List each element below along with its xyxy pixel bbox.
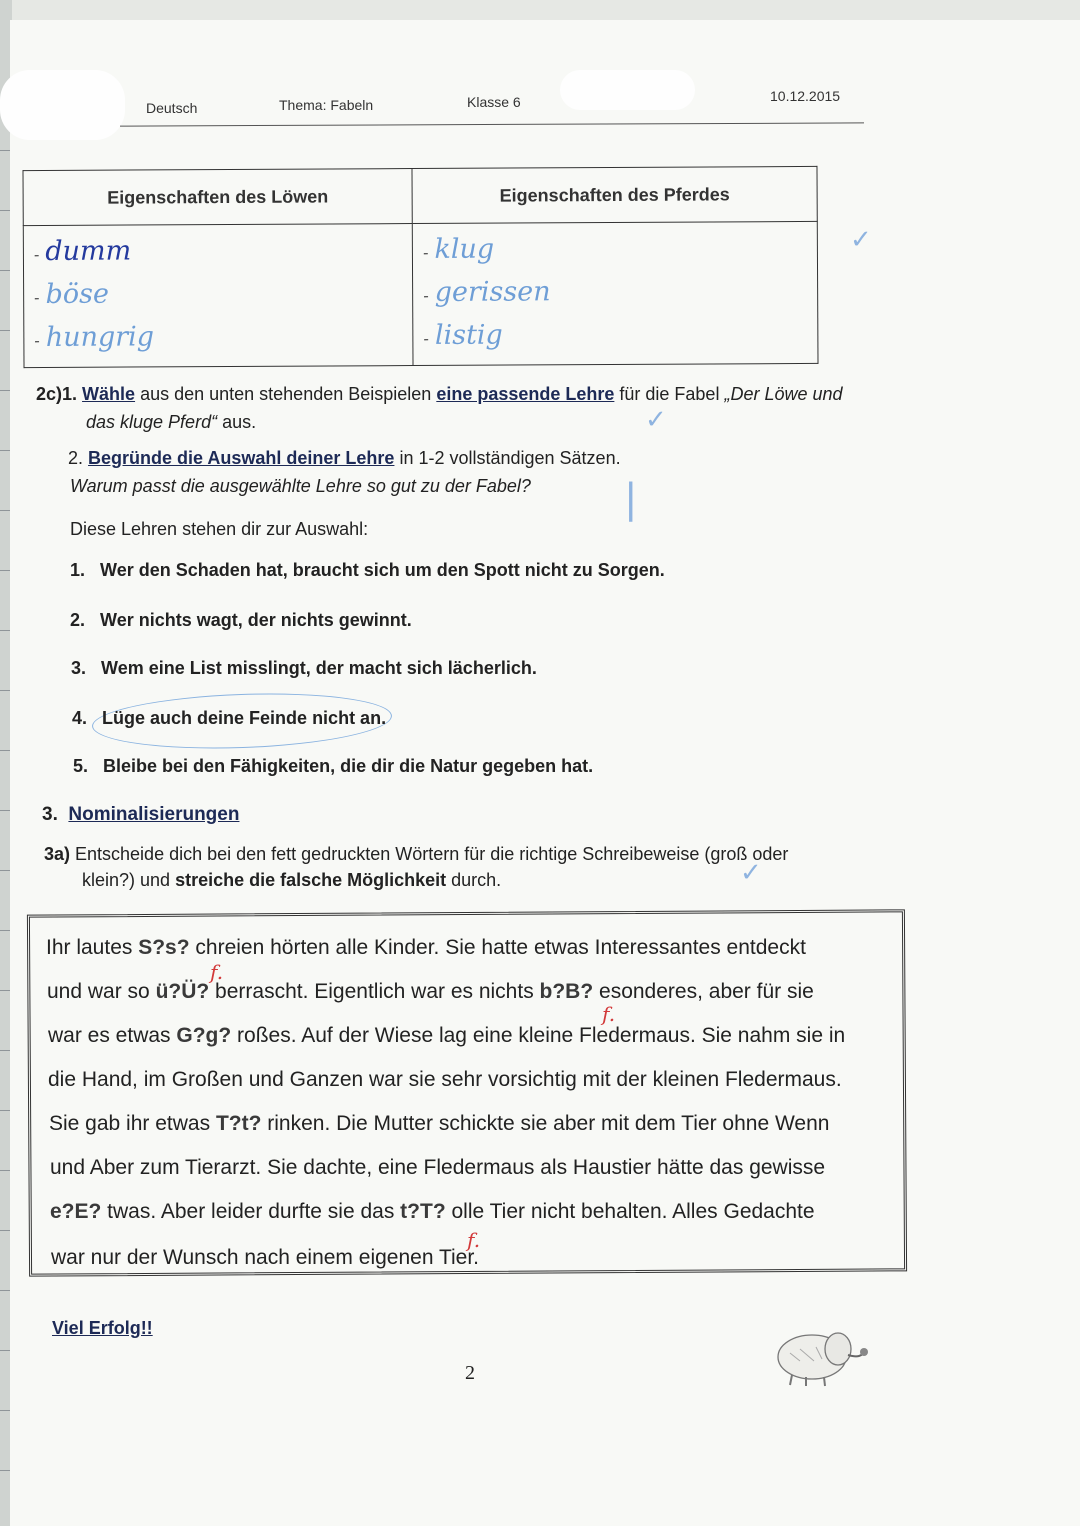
elephant-sketch-icon [770, 1325, 872, 1387]
task-3-heading: 3. Nominalisierungen [42, 804, 240, 825]
moral-item-selected: 4. Lüge auch deine Feinde nicht an. [72, 708, 387, 728]
check-mark-icon: ✓ [740, 858, 762, 888]
closing-message: Viel Erfolg!! [52, 1318, 153, 1338]
handwritten-entry: - dumm [33, 235, 132, 267]
task-2c-item1: 2c)1. Wähle aus den unten stehenden Beispielen eine passende Lehre für die Fabel „Der Löwe und [36, 384, 843, 404]
task-3a-line2: klein?) und streiche die falsche Möglichkeit durch. [82, 870, 502, 890]
task-3a-line1: 3a) Entscheide dich bei den fett gedruckten Wörtern für die richtige Schreibeweise (groß oder [44, 844, 789, 864]
table-header-lion: Eigenschaften des Löwen [23, 169, 412, 226]
story-line: war es etwas G?g? roßes. Auf der Wiese lag eine kleine Fledermaus. Sie nahm sie in [48, 1024, 846, 1047]
task-2c-question: Warum passt die ausgewählte Lehre so gut zu der Fabel? [70, 476, 531, 496]
story-line: Sie gab ihr etwas T?t? rinken. Die Mutter schickte sie aber mit dem Tier ohne Wenn [49, 1112, 830, 1135]
whiteout-patch [560, 70, 695, 110]
correction-mark: f. [467, 1228, 481, 1252]
handwritten-entry: - hungrig [34, 321, 155, 353]
properties-table [22, 166, 818, 368]
table-header-horse: Eigenschaften des Pferdes [412, 166, 817, 223]
check-mark-icon: ✓ [645, 405, 667, 435]
story-line: e?E? twas. Aber leider durfte sie das t?T? olle Tier nicht behalten. Alles Gedachte [50, 1200, 815, 1223]
task-2c-item1-cont: das kluge Pferd“ aus. [86, 412, 257, 432]
header-date: 10.12.2015 [770, 88, 841, 104]
task-2c-item2: 2. Begründe die Auswahl deiner Lehre in 1-2 vollständigen Sätzen. [68, 448, 621, 468]
header-topic: Thema: Fabeln [279, 97, 374, 113]
page-number: 2 [465, 1362, 475, 1384]
moral-item: 2. Wer nichts wagt, der nichts gewinnt. [70, 610, 412, 630]
lion-traits-cell [23, 224, 413, 368]
story-line: Ihr lautes S?s? chreien hörten alle Kinder. Sie hatte etwas Interessantes entdeckt [46, 936, 806, 959]
check-mark-icon: ✓ [850, 225, 872, 255]
header-class: Klasse 6 [467, 94, 521, 110]
moral-item: 5. Bleibe bei den Fähigkeiten, die dir die Natur gegeben hat. [73, 756, 594, 776]
correction-mark: f. [602, 1002, 616, 1026]
handwritten-entry: - böse [34, 278, 110, 310]
moral-item: 3. Wem eine List misslingt, der macht sich lächerlich. [71, 658, 537, 678]
handwritten-entry: - gerissen [423, 276, 551, 308]
story-line: und war so ü?Ü? berrascht. Eigentlich war es nichts b?B? esonderes, aber für sie [47, 980, 814, 1003]
story-line: die Hand, im Großen und Ganzen war sie sehr vorsichtig mit der kleinen Fledermaus. [48, 1068, 842, 1091]
story-line: war nur der Wunsch nach einem eigenen Tier. [51, 1246, 480, 1269]
handwritten-entry: - listig [423, 319, 503, 351]
story-line: und Aber zum Tierarzt. Sie dachte, eine Fledermaus als Haustier hätte das gewisse [50, 1156, 826, 1179]
choices-intro: Diese Lehren stehen dir zur Auswahl: [70, 519, 369, 539]
header-subject: Deutsch [146, 100, 198, 116]
horse-traits-cell [412, 221, 818, 365]
check-mark-icon: | [624, 476, 638, 522]
handwritten-entry: - klug [423, 233, 495, 265]
moral-item: 1. Wer den Schaden hat, braucht sich um den Spott nicht zu Sorgen. [70, 560, 665, 580]
correction-mark: f. [210, 960, 224, 984]
whiteout-patch [0, 70, 125, 140]
